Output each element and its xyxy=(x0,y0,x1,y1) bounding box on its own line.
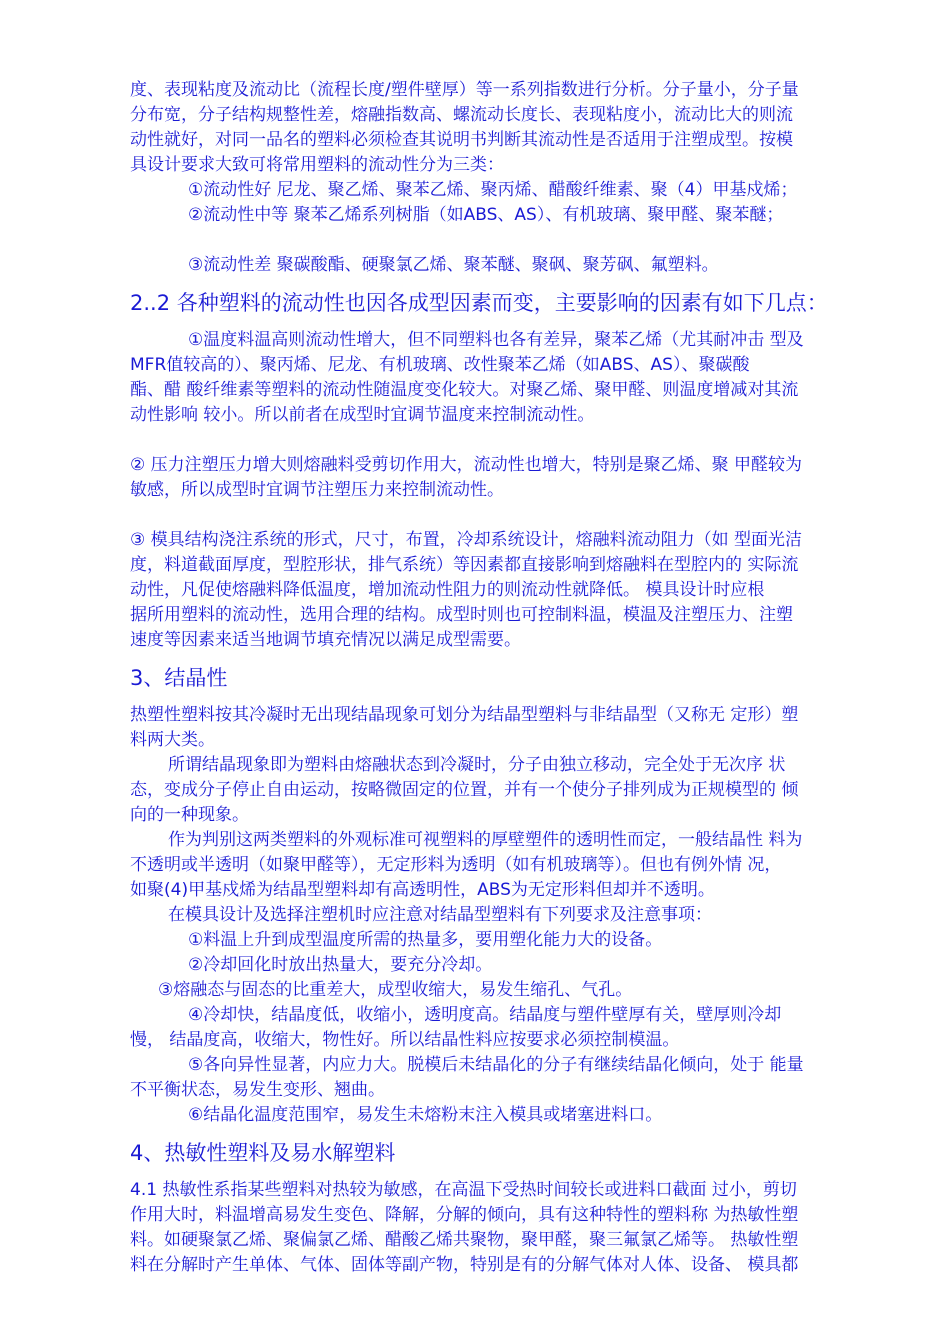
paragraph-line: 作用大时，料温增高易发生变色、降解，分解的倾向，具有这种特性的塑料称 为热敏性塑 xyxy=(130,1205,799,1225)
paragraph-line: 如聚(4)甲基戍烯为结晶型塑料却有高透明性，ABS为无定形料但却并不透明。 xyxy=(130,880,715,900)
paragraph-line: 动性就好，对同一品名的塑料必须检查其说明书判断其流动性是否适用于注塑成型。按模 xyxy=(130,130,793,150)
paragraph-line: 度、表现粘度及流动比（流程长度/塑件壁厚）等一系列指数进行分析。分子量小，分子量 xyxy=(130,80,799,100)
paragraph-line: 料在分解时产生单体、气体、固体等副产物，特别是有的分解气体对人体、设备、 模具都 xyxy=(130,1255,799,1275)
requirement-item: ⑥结晶化温度范围窄，易发生未熔粉末注入模具或堵塞进料口。 xyxy=(188,1105,663,1125)
paragraph-line: 动性影响 较小。所以前者在成型时宜调节温度来控制流动性。 xyxy=(130,405,595,425)
paragraph-line: 敏感，所以成型时宜调节注塑压力来控制流动性。 xyxy=(130,480,504,500)
flow-class-poor: ③流动性差 聚碳酸酯、硬聚氯乙烯、聚苯醚、聚砜、聚芳砜、氟塑料。 xyxy=(188,255,719,275)
paragraph-line: 态，变成分子停止自由运动，按略微固定的位置，并有一个使分子排列成为正规模型的 倾 xyxy=(130,780,799,800)
section-heading-2-2: 2..2 各种塑料的流动性也因各成型因素而变，主要影响的因素有如下几点： xyxy=(130,291,828,315)
paragraph-line: MFR值较高的）、聚丙烯、尼龙、有机玻璃、改性聚苯乙烯（如ABS、AS）、聚碳酸 xyxy=(130,355,750,375)
requirement-item: ③熔融态与固态的比重差大，成型收缩大，易发生缩孔、气孔。 xyxy=(158,980,633,1000)
requirement-item: 不平衡状态，易发生变形、翘曲。 xyxy=(130,1080,385,1100)
section-heading-3: 3、结晶性 xyxy=(130,666,228,690)
paragraph-line: 料。如硬聚氯乙烯、聚偏氯乙烯、醋酸乙烯共聚物，聚甲醛，聚三氟氯乙烯等。 热敏性塑 xyxy=(130,1230,799,1250)
paragraph-line: 不透明或半透明（如聚甲醛等），无定形料为透明（如有机玻璃等）。但也有例外情 况， xyxy=(130,855,782,875)
paragraph-line: 度，料道截面厚度，型腔形状，排气系统）等因素都直接影响到熔融料在型腔内的 实际流 xyxy=(130,555,799,575)
paragraph-line: 酯、醋 酸纤维素等塑料的流动性随温度变化较大。对聚乙烯、聚甲醛、则温度增减对其流 xyxy=(130,380,799,400)
paragraph-line: 料两大类。 xyxy=(130,730,215,750)
paragraph-line: 热塑性塑料按其冷凝时无出现结晶现象可划分为结晶型塑料与非结晶型（又称无 定形）塑 xyxy=(130,705,799,725)
requirement-item: 慢， 结晶度高，收缩大，物性好。所以结晶性料应按要求必须控制模温。 xyxy=(130,1030,680,1050)
flow-class-good: ①流动性好 尼龙、聚乙烯、聚苯乙烯、聚丙烯、醋酸纤维素、聚（4）甲基戍烯； xyxy=(188,180,798,200)
paragraph-line: 分布宽，分子结构规整性差，熔融指数高、螺流动长度长、表现粘度小，流动比大的则流 xyxy=(130,105,793,125)
requirement-item: ①料温上升到成型温度所需的热量多，要用塑化能力大的设备。 xyxy=(188,930,663,950)
flow-class-medium: ②流动性中等 聚苯乙烯系列树脂（如ABS、AS）、有机玻璃、聚甲醛、聚苯醚； xyxy=(188,205,784,225)
paragraph-line: 在模具设计及选择注塑机时应注意对结晶型塑料有下列要求及注意事项： xyxy=(168,905,712,925)
requirement-item: ⑤各向异性显著，内应力大。脱模后未结晶化的分子有继续结晶化倾向，处于 能量 xyxy=(188,1055,804,1075)
paragraph-line: 动性，凡促使熔融料降低温度，增加流动性阻力的则流动性就降低。 模具设计时应根 xyxy=(130,580,765,600)
paragraph-line: ② 压力注塑压力增大则熔融料受剪切作用大，流动性也增大，特别是聚乙烯、聚 甲醛较为 xyxy=(130,455,803,475)
paragraph-line: ①温度料温高则流动性增大，但不同塑料也各有差异，聚苯乙烯（尤其耐冲击 型及 xyxy=(188,330,804,350)
paragraph-line: 4.1 热敏性系指某些塑料对热较为敏感，在高温下受热时间较长或进料口截面 过小，剪切 xyxy=(130,1180,797,1200)
paragraph-line: ③ 模具结构浇注系统的形式，尺寸，布置，冷却系统设计，熔融料流动阻力（如 型面光洁 xyxy=(130,530,803,550)
section-heading-4: 4、热敏性塑料及易水解塑料 xyxy=(130,1141,396,1165)
document-page xyxy=(130,78,890,1278)
requirement-item: ②冷却回化时放出热量大，要充分冷却。 xyxy=(188,955,493,975)
paragraph-line: 所谓结晶现象即为塑料由熔融状态到冷凝时，分子由独立移动，完全处于无次序 状 xyxy=(168,755,786,775)
paragraph-line: 据所用塑料的流动性，选用合理的结构。成型时则也可控制料温，模温及注塑压力、注塑 xyxy=(130,605,793,625)
paragraph-line: 作为判别这两类塑料的外观标准可视塑料的厚壁塑件的透明性而定，一般结晶性 料为 xyxy=(168,830,803,850)
paragraph-line: 速度等因素来适当地调节填充情况以满足成型需要。 xyxy=(130,630,521,650)
paragraph-line: 具设计要求大致可将常用塑料的流动性分为三类： xyxy=(130,155,504,175)
paragraph-line: 向的一种现象。 xyxy=(130,805,249,825)
requirement-item: ④冷却快，结晶度低，收缩小，透明度高。结晶度与塑件壁厚有关，壁厚则冷却 xyxy=(188,1005,782,1025)
